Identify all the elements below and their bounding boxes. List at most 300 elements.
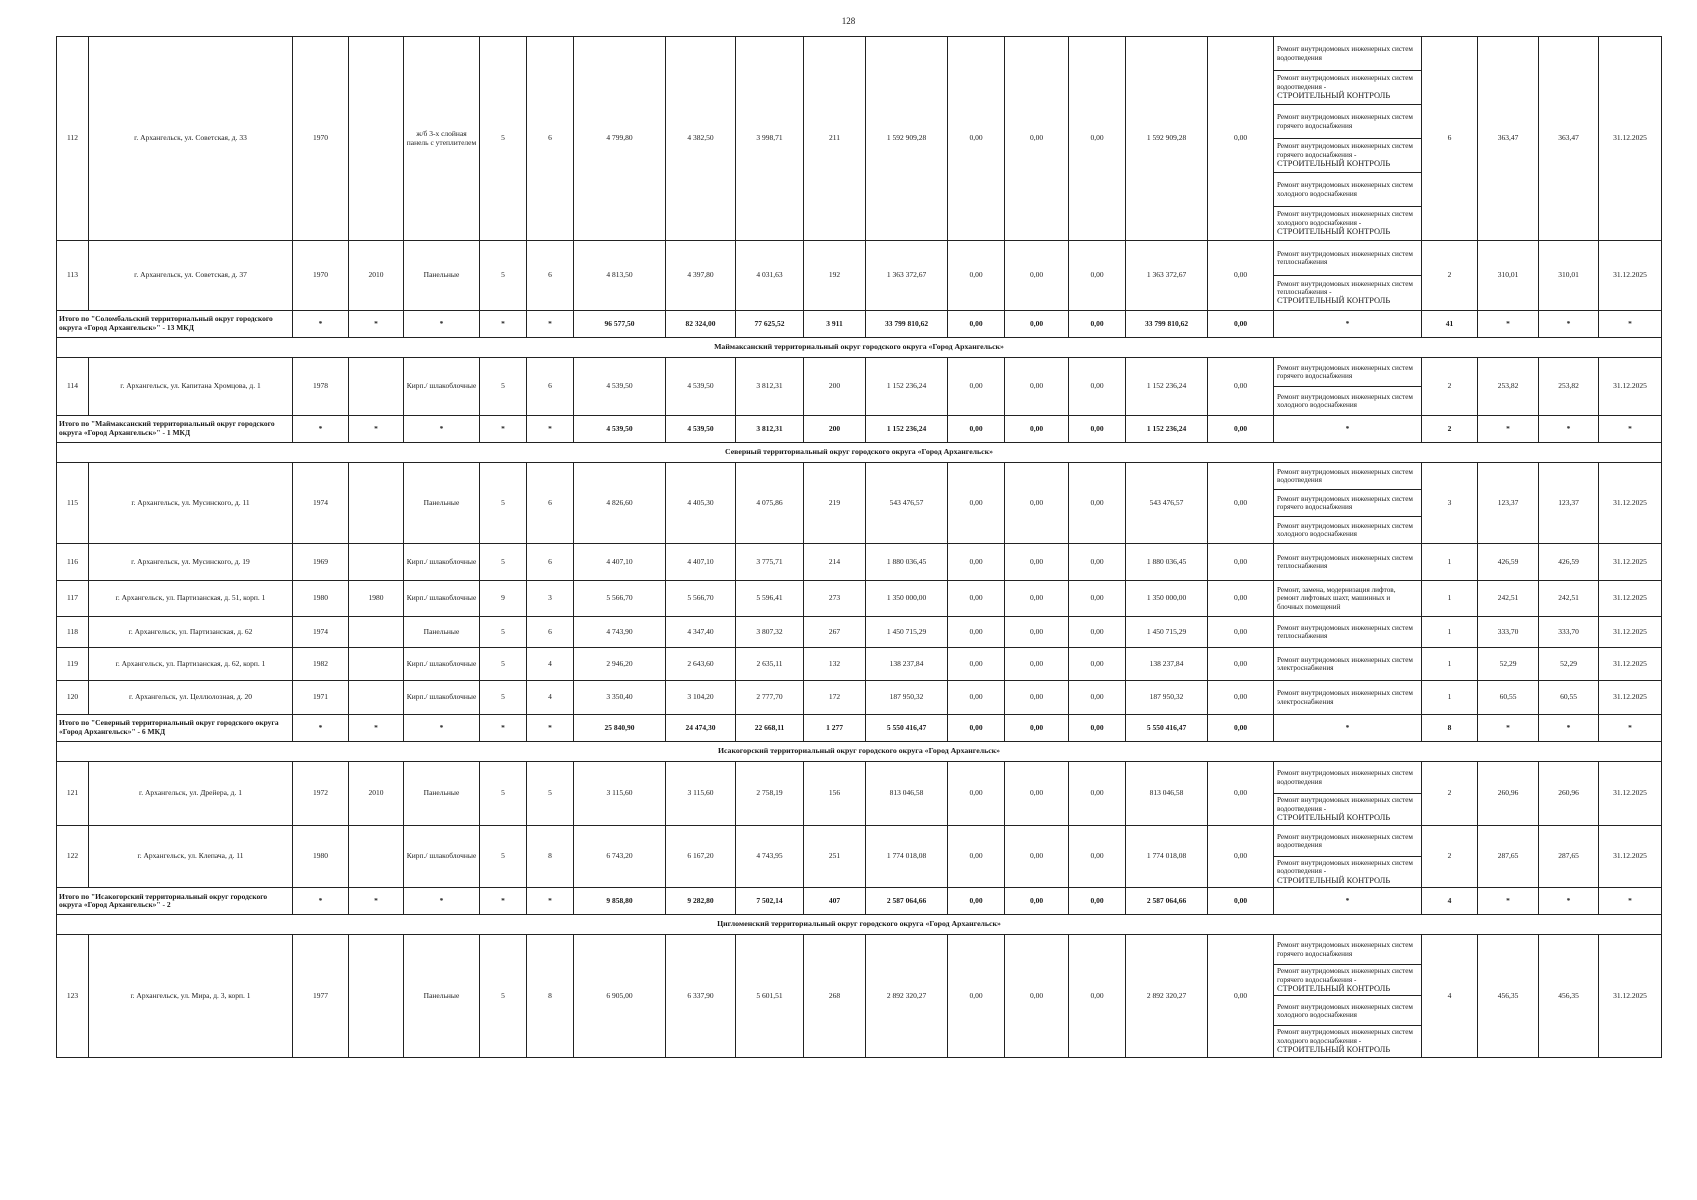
building-area-total: 5 566,70 bbox=[574, 581, 666, 617]
building-entrances: 6 bbox=[527, 544, 574, 581]
repair-work-item bbox=[1274, 648, 1422, 681]
building-owners: 1 774 018,08 bbox=[1126, 826, 1208, 888]
building-area-residential: 3 775,71 bbox=[736, 544, 804, 581]
repair-work-item bbox=[1274, 826, 1422, 857]
repair-work-text: Ремонт внутридомовых инженерных систем горячего водоснабжения bbox=[1277, 113, 1413, 130]
building-fund: 0,00 bbox=[948, 826, 1005, 888]
building-entrances: 6 bbox=[527, 241, 574, 311]
total-label: Итого по "Исакогорский территориальный округ городского округа «Город Архангельск»" - 2 bbox=[57, 888, 293, 915]
building-unit-cost: 310,01 bbox=[1478, 241, 1539, 311]
building-area-total: 6 743,20 bbox=[574, 826, 666, 888]
total-cost-total: 2 587 064,66 bbox=[866, 888, 948, 915]
building-floors: 5 bbox=[480, 463, 527, 544]
building-floors: 5 bbox=[480, 762, 527, 826]
building-area-total: 6 905,00 bbox=[574, 935, 666, 1057]
building-max-cost: 123,37 bbox=[1539, 463, 1599, 544]
district-total-row bbox=[57, 715, 1662, 742]
repair-work-item bbox=[1274, 71, 1422, 105]
building-unit-cost: 242,51 bbox=[1478, 581, 1539, 617]
building-year-built: 1970 bbox=[293, 241, 349, 311]
building-wall: ж/б 3-х слойная панель с утеплителем bbox=[404, 37, 480, 241]
building-row bbox=[57, 241, 1662, 276]
building-max-cost: 333,70 bbox=[1539, 617, 1599, 648]
building-residents: 200 bbox=[804, 358, 866, 416]
total-area-total: 25 840,90 bbox=[574, 715, 666, 742]
building-area-residential: 3 812,31 bbox=[736, 358, 804, 416]
building-residents: 172 bbox=[804, 681, 866, 715]
building-area-living: 5 566,70 bbox=[666, 581, 736, 617]
building-regional: 0,00 bbox=[1005, 762, 1069, 826]
total-placeholder-star: * bbox=[1599, 888, 1662, 915]
building-row bbox=[57, 617, 1662, 648]
building-regional: 0,00 bbox=[1005, 358, 1069, 416]
building-year-renov bbox=[349, 37, 404, 241]
total-placeholder-star: * bbox=[404, 416, 480, 443]
district-section-row bbox=[57, 742, 1662, 762]
total-placeholder-star: * bbox=[1274, 311, 1422, 338]
building-address: г. Архангельск, ул. Партизанская, д. 62, корп. 1 bbox=[89, 648, 293, 681]
total-area-total: 9 858,80 bbox=[574, 888, 666, 915]
building-municipal: 0,00 bbox=[1069, 37, 1126, 241]
building-owners: 2 892 320,27 bbox=[1126, 935, 1208, 1057]
total-placeholder-star: * bbox=[293, 416, 349, 443]
total-municipal: 0,00 bbox=[1069, 888, 1126, 915]
total-other: 0,00 bbox=[1208, 416, 1274, 443]
building-num: 113 bbox=[57, 241, 89, 311]
building-year-built: 1970 bbox=[293, 37, 349, 241]
building-row bbox=[57, 935, 1662, 965]
repair-work-item bbox=[1274, 358, 1422, 387]
repair-work-item bbox=[1274, 387, 1422, 416]
total-placeholder-star: * bbox=[1539, 311, 1599, 338]
repair-work-text: Ремонт внутридомовых инженерных систем теплоснабжения bbox=[1277, 553, 1413, 570]
total-municipal: 0,00 bbox=[1069, 416, 1126, 443]
total-works-count: 41 bbox=[1422, 311, 1478, 338]
total-placeholder-star: * bbox=[480, 311, 527, 338]
building-unit-cost: 123,37 bbox=[1478, 463, 1539, 544]
building-area-total: 4 826,60 bbox=[574, 463, 666, 544]
building-year-renov: 1980 bbox=[349, 581, 404, 617]
building-owners: 1 880 036,45 bbox=[1126, 544, 1208, 581]
total-placeholder-star: * bbox=[349, 416, 404, 443]
construction-control-label: СТРОИТЕЛЬНЫЙ КОНТРОЛЬ bbox=[1277, 812, 1391, 822]
total-placeholder-star: * bbox=[293, 888, 349, 915]
repair-work-text: Ремонт внутридомовых инженерных систем горячего водоснабжения - bbox=[1277, 967, 1413, 984]
building-area-total: 3 115,60 bbox=[574, 762, 666, 826]
building-works-count: 1 bbox=[1422, 544, 1478, 581]
building-num: 121 bbox=[57, 762, 89, 826]
building-num: 118 bbox=[57, 617, 89, 648]
building-address: г. Архангельск, ул. Мусинского, д. 19 bbox=[89, 544, 293, 581]
total-fund: 0,00 bbox=[948, 888, 1005, 915]
building-entrances: 4 bbox=[527, 648, 574, 681]
building-unit-cost: 253,82 bbox=[1478, 358, 1539, 416]
building-max-cost: 426,59 bbox=[1539, 544, 1599, 581]
building-wall: Панельные bbox=[404, 762, 480, 826]
building-unit-cost: 426,59 bbox=[1478, 544, 1539, 581]
building-num: 120 bbox=[57, 681, 89, 715]
building-other: 0,00 bbox=[1208, 935, 1274, 1057]
total-label: Итого по "Маймаксанский территориальный округ городского округа «Город Архангельск»" - 1 МКД bbox=[57, 416, 293, 443]
building-municipal: 0,00 bbox=[1069, 581, 1126, 617]
building-address: г. Архангельск, ул. Советская, д. 37 bbox=[89, 241, 293, 311]
building-fund: 0,00 bbox=[948, 241, 1005, 311]
repair-work-text: Ремонт внутридомовых инженерных систем горячего водоснабжения - bbox=[1277, 142, 1413, 159]
building-municipal: 0,00 bbox=[1069, 762, 1126, 826]
repair-work-item bbox=[1274, 681, 1422, 715]
repair-work-item bbox=[1274, 617, 1422, 648]
building-num: 116 bbox=[57, 544, 89, 581]
building-cost-total: 813 046,58 bbox=[866, 762, 948, 826]
building-municipal: 0,00 bbox=[1069, 826, 1126, 888]
building-area-total: 4 813,50 bbox=[574, 241, 666, 311]
building-residents: 132 bbox=[804, 648, 866, 681]
building-year-renov: 2010 bbox=[349, 241, 404, 311]
repair-work-text: Ремонт внутридомовых инженерных систем водоотведения bbox=[1277, 45, 1413, 62]
building-area-total: 4 539,50 bbox=[574, 358, 666, 416]
total-placeholder-star: * bbox=[480, 715, 527, 742]
total-fund: 0,00 bbox=[948, 416, 1005, 443]
building-other: 0,00 bbox=[1208, 544, 1274, 581]
total-placeholder-star: * bbox=[349, 311, 404, 338]
total-owners: 1 152 236,24 bbox=[1126, 416, 1208, 443]
building-cost-total: 138 237,84 bbox=[866, 648, 948, 681]
construction-control-label: СТРОИТЕЛЬНЫЙ КОНТРОЛЬ bbox=[1277, 296, 1391, 306]
building-area-total: 4 743,90 bbox=[574, 617, 666, 648]
building-year-built: 1980 bbox=[293, 826, 349, 888]
total-municipal: 0,00 bbox=[1069, 715, 1126, 742]
building-year-renov bbox=[349, 681, 404, 715]
building-entrances: 6 bbox=[527, 358, 574, 416]
repair-work-text: Ремонт внутридомовых инженерных систем теплоснабжения - bbox=[1277, 279, 1413, 297]
building-wall: Панельные bbox=[404, 935, 480, 1057]
total-placeholder-star: * bbox=[480, 888, 527, 915]
building-wall: Кирп./ шлакоблочные bbox=[404, 358, 480, 416]
building-regional: 0,00 bbox=[1005, 826, 1069, 888]
building-deadline: 31.12.2025 bbox=[1599, 681, 1662, 715]
building-year-built: 1971 bbox=[293, 681, 349, 715]
building-area-residential: 3 807,32 bbox=[736, 617, 804, 648]
district-section-row bbox=[57, 443, 1662, 463]
building-year-renov bbox=[349, 463, 404, 544]
total-cost-total: 33 799 810,62 bbox=[866, 311, 948, 338]
building-works-count: 1 bbox=[1422, 681, 1478, 715]
building-cost-total: 1 350 000,00 bbox=[866, 581, 948, 617]
building-regional: 0,00 bbox=[1005, 37, 1069, 241]
building-address: г. Архангельск, ул. Советская, д. 33 bbox=[89, 37, 293, 241]
building-regional: 0,00 bbox=[1005, 935, 1069, 1057]
building-works-count: 4 bbox=[1422, 935, 1478, 1057]
total-placeholder-star: * bbox=[1478, 715, 1539, 742]
total-placeholder-star: * bbox=[293, 311, 349, 338]
repair-work-text: Ремонт внутридомовых инженерных систем холодного водоснабжения bbox=[1277, 392, 1413, 409]
building-regional: 0,00 bbox=[1005, 648, 1069, 681]
total-placeholder-star: * bbox=[1274, 715, 1422, 742]
building-owners: 1 350 000,00 bbox=[1126, 581, 1208, 617]
building-owners: 187 950,32 bbox=[1126, 681, 1208, 715]
building-other: 0,00 bbox=[1208, 762, 1274, 826]
building-wall: Кирп./ шлакоблочные bbox=[404, 826, 480, 888]
building-regional: 0,00 bbox=[1005, 463, 1069, 544]
total-fund: 0,00 bbox=[948, 715, 1005, 742]
building-max-cost: 363,47 bbox=[1539, 37, 1599, 241]
building-works-count: 2 bbox=[1422, 826, 1478, 888]
total-fund: 0,00 bbox=[948, 311, 1005, 338]
building-address: г. Архангельск, ул. Мира, д. 3, корп. 1 bbox=[89, 935, 293, 1057]
building-residents: 267 bbox=[804, 617, 866, 648]
building-address: г. Архангельск, ул. Партизанская, д. 62 bbox=[89, 617, 293, 648]
repair-work-text: Ремонт внутридомовых инженерных систем холодного водоснабжения bbox=[1277, 521, 1413, 538]
building-year-renov bbox=[349, 648, 404, 681]
total-owners: 2 587 064,66 bbox=[1126, 888, 1208, 915]
building-residents: 214 bbox=[804, 544, 866, 581]
building-fund: 0,00 bbox=[948, 617, 1005, 648]
repair-work-text: Ремонт внутридомовых инженерных систем водоотведения - bbox=[1277, 74, 1413, 91]
total-cost-total: 5 550 416,47 bbox=[866, 715, 948, 742]
total-area-residential: 7 502,14 bbox=[736, 888, 804, 915]
total-placeholder-star: * bbox=[404, 888, 480, 915]
total-owners: 5 550 416,47 bbox=[1126, 715, 1208, 742]
total-area-living: 9 282,80 bbox=[666, 888, 736, 915]
building-row bbox=[57, 581, 1662, 617]
building-fund: 0,00 bbox=[948, 463, 1005, 544]
repair-work-text: Ремонт внутридомовых инженерных систем горячего водоснабжения bbox=[1277, 494, 1413, 511]
building-owners: 813 046,58 bbox=[1126, 762, 1208, 826]
total-regional: 0,00 bbox=[1005, 416, 1069, 443]
building-deadline: 31.12.2025 bbox=[1599, 648, 1662, 681]
repair-work-item bbox=[1274, 794, 1422, 826]
building-area-living: 4 347,40 bbox=[666, 617, 736, 648]
total-placeholder-star: * bbox=[1599, 311, 1662, 338]
repair-work-item bbox=[1274, 105, 1422, 139]
table-body bbox=[57, 37, 1662, 1058]
total-residents: 200 bbox=[804, 416, 866, 443]
total-works-count: 4 bbox=[1422, 888, 1478, 915]
total-residents: 407 bbox=[804, 888, 866, 915]
building-cost-total: 1 880 036,45 bbox=[866, 544, 948, 581]
building-area-living: 3 104,20 bbox=[666, 681, 736, 715]
building-year-built: 1977 bbox=[293, 935, 349, 1057]
repair-work-item bbox=[1274, 935, 1422, 965]
building-entrances: 5 bbox=[527, 762, 574, 826]
building-residents: 273 bbox=[804, 581, 866, 617]
building-row bbox=[57, 762, 1662, 794]
total-placeholder-star: * bbox=[1478, 416, 1539, 443]
building-wall: Панельные bbox=[404, 463, 480, 544]
building-area-living: 6 167,20 bbox=[666, 826, 736, 888]
total-placeholder-star: * bbox=[527, 416, 574, 443]
repair-work-item bbox=[1274, 173, 1422, 207]
building-floors: 5 bbox=[480, 37, 527, 241]
total-owners: 33 799 810,62 bbox=[1126, 311, 1208, 338]
building-area-total: 4 407,10 bbox=[574, 544, 666, 581]
building-other: 0,00 bbox=[1208, 681, 1274, 715]
building-unit-cost: 363,47 bbox=[1478, 37, 1539, 241]
building-max-cost: 60,55 bbox=[1539, 681, 1599, 715]
repair-work-text: Ремонт внутридомовых инженерных систем электроснабжения bbox=[1277, 689, 1413, 706]
building-residents: 268 bbox=[804, 935, 866, 1057]
building-cost-total: 1 363 372,67 bbox=[866, 241, 948, 311]
district-total-row bbox=[57, 416, 1662, 443]
building-deadline: 31.12.2025 bbox=[1599, 37, 1662, 241]
building-year-built: 1969 bbox=[293, 544, 349, 581]
building-area-living: 4 539,50 bbox=[666, 358, 736, 416]
building-year-built: 1978 bbox=[293, 358, 349, 416]
repair-work-text: Ремонт внутридомовых инженерных систем теплоснабжения bbox=[1277, 623, 1413, 640]
district-section-row bbox=[57, 915, 1662, 935]
building-fund: 0,00 bbox=[948, 762, 1005, 826]
building-wall: Кирп./ шлакоблочные bbox=[404, 648, 480, 681]
building-other: 0,00 bbox=[1208, 37, 1274, 241]
building-fund: 0,00 bbox=[948, 935, 1005, 1057]
district-section-title: Исакогорский территориальный округ городского округа «Город Архангельск» bbox=[57, 742, 1662, 762]
building-year-renov bbox=[349, 358, 404, 416]
building-other: 0,00 bbox=[1208, 826, 1274, 888]
building-fund: 0,00 bbox=[948, 681, 1005, 715]
building-year-renov: 2010 bbox=[349, 762, 404, 826]
total-placeholder-star: * bbox=[404, 311, 480, 338]
building-address: г. Архангельск, ул. Дрейера, д. 1 bbox=[89, 762, 293, 826]
total-area-residential: 3 812,31 bbox=[736, 416, 804, 443]
total-other: 0,00 bbox=[1208, 888, 1274, 915]
construction-control-label: СТРОИТЕЛЬНЫЙ КОНТРОЛЬ bbox=[1277, 90, 1391, 100]
repair-work-item bbox=[1274, 241, 1422, 276]
total-works-count: 2 bbox=[1422, 416, 1478, 443]
building-max-cost: 287,65 bbox=[1539, 826, 1599, 888]
total-regional: 0,00 bbox=[1005, 311, 1069, 338]
building-entrances: 6 bbox=[527, 617, 574, 648]
building-residents: 156 bbox=[804, 762, 866, 826]
building-deadline: 31.12.2025 bbox=[1599, 544, 1662, 581]
building-num: 114 bbox=[57, 358, 89, 416]
repair-work-item bbox=[1274, 857, 1422, 888]
repair-work-item bbox=[1274, 276, 1422, 311]
total-area-total: 96 577,50 bbox=[574, 311, 666, 338]
total-placeholder-star: * bbox=[480, 416, 527, 443]
building-unit-cost: 60,55 bbox=[1478, 681, 1539, 715]
building-other: 0,00 bbox=[1208, 581, 1274, 617]
total-other: 0,00 bbox=[1208, 715, 1274, 742]
building-address: г. Архангельск, ул. Партизанская, д. 51, корп. 1 bbox=[89, 581, 293, 617]
building-deadline: 31.12.2025 bbox=[1599, 463, 1662, 544]
construction-control-label: СТРОИТЕЛЬНЫЙ КОНТРОЛЬ bbox=[1277, 226, 1391, 236]
total-area-residential: 77 625,52 bbox=[736, 311, 804, 338]
total-area-living: 82 324,00 bbox=[666, 311, 736, 338]
building-deadline: 31.12.2025 bbox=[1599, 617, 1662, 648]
building-area-living: 4 407,10 bbox=[666, 544, 736, 581]
repair-work-item bbox=[1274, 139, 1422, 173]
building-area-living: 4 382,50 bbox=[666, 37, 736, 241]
building-municipal: 0,00 bbox=[1069, 681, 1126, 715]
building-year-renov bbox=[349, 617, 404, 648]
building-other: 0,00 bbox=[1208, 648, 1274, 681]
building-num: 123 bbox=[57, 935, 89, 1057]
building-row bbox=[57, 648, 1662, 681]
building-other: 0,00 bbox=[1208, 358, 1274, 416]
repair-work-text: Ремонт внутридомовых инженерных систем электроснабжения bbox=[1277, 655, 1413, 672]
building-floors: 5 bbox=[480, 681, 527, 715]
building-owners: 138 237,84 bbox=[1126, 648, 1208, 681]
building-deadline: 31.12.2025 bbox=[1599, 581, 1662, 617]
building-works-count: 2 bbox=[1422, 762, 1478, 826]
total-placeholder-star: * bbox=[527, 888, 574, 915]
construction-control-label: СТРОИТЕЛЬНЫЙ КОНТРОЛЬ bbox=[1277, 1045, 1391, 1054]
total-placeholder-star: * bbox=[1274, 888, 1422, 915]
building-floors: 5 bbox=[480, 544, 527, 581]
total-placeholder-star: * bbox=[1539, 888, 1599, 915]
building-fund: 0,00 bbox=[948, 648, 1005, 681]
repair-work-text: Ремонт внутридомовых инженерных систем холодного водоснабжения bbox=[1277, 181, 1413, 198]
building-area-living: 2 643,60 bbox=[666, 648, 736, 681]
building-deadline: 31.12.2025 bbox=[1599, 358, 1662, 416]
district-section-title: Северный территориальный округ городского округа «Город Архангельск» bbox=[57, 443, 1662, 463]
total-placeholder-star: * bbox=[527, 311, 574, 338]
building-floors: 9 bbox=[480, 581, 527, 617]
total-regional: 0,00 bbox=[1005, 715, 1069, 742]
building-works-count: 1 bbox=[1422, 648, 1478, 681]
building-owners: 1 592 909,28 bbox=[1126, 37, 1208, 241]
building-deadline: 31.12.2025 bbox=[1599, 935, 1662, 1057]
total-placeholder-star: * bbox=[1599, 416, 1662, 443]
building-area-residential: 4 075,86 bbox=[736, 463, 804, 544]
building-address: г. Архангельск, ул. Капитана Хромцова, д. 1 bbox=[89, 358, 293, 416]
building-cost-total: 543 476,57 bbox=[866, 463, 948, 544]
repair-work-text: Ремонт внутридомовых инженерных систем водоотведения - bbox=[1277, 859, 1413, 876]
building-fund: 0,00 bbox=[948, 581, 1005, 617]
building-area-total: 3 350,40 bbox=[574, 681, 666, 715]
building-municipal: 0,00 bbox=[1069, 241, 1126, 311]
building-wall: Кирп./ шлакоблочные bbox=[404, 544, 480, 581]
total-placeholder-star: * bbox=[1478, 311, 1539, 338]
total-label: Итого по "Северный территориальный округ городского округа «Город Архангельск»" - 6 МКД bbox=[57, 715, 293, 742]
building-fund: 0,00 bbox=[948, 37, 1005, 241]
repair-work-text: Ремонт внутридомовых инженерных систем горячего водоснабжения bbox=[1277, 941, 1413, 958]
building-deadline: 31.12.2025 bbox=[1599, 826, 1662, 888]
building-year-built: 1980 bbox=[293, 581, 349, 617]
building-area-residential: 3 998,71 bbox=[736, 37, 804, 241]
total-placeholder-star: * bbox=[1539, 416, 1599, 443]
building-regional: 0,00 bbox=[1005, 544, 1069, 581]
building-municipal: 0,00 bbox=[1069, 544, 1126, 581]
repair-work-text: Ремонт внутридомовых инженерных систем холодного водоснабжения - bbox=[1277, 210, 1413, 227]
building-area-living: 6 337,90 bbox=[666, 935, 736, 1057]
building-deadline: 31.12.2025 bbox=[1599, 241, 1662, 311]
building-unit-cost: 260,96 bbox=[1478, 762, 1539, 826]
district-total-row bbox=[57, 888, 1662, 915]
building-regional: 0,00 bbox=[1005, 241, 1069, 311]
building-works-count: 1 bbox=[1422, 617, 1478, 648]
building-entrances: 6 bbox=[527, 463, 574, 544]
building-works-count: 6 bbox=[1422, 37, 1478, 241]
building-year-built: 1972 bbox=[293, 762, 349, 826]
construction-control-label: СТРОИТЕЛЬНЫЙ КОНТРОЛЬ bbox=[1277, 158, 1391, 168]
building-regional: 0,00 bbox=[1005, 681, 1069, 715]
total-residents: 3 911 bbox=[804, 311, 866, 338]
total-area-residential: 22 668,11 bbox=[736, 715, 804, 742]
total-placeholder-star: * bbox=[1599, 715, 1662, 742]
building-cost-total: 1 592 909,28 bbox=[866, 37, 948, 241]
repair-work-text: Ремонт внутридомовых инженерных систем водоотведения bbox=[1277, 769, 1413, 786]
total-placeholder-star: * bbox=[293, 715, 349, 742]
repair-work-item bbox=[1274, 965, 1422, 996]
repair-work-text: Ремонт внутридомовых инженерных систем холодного водоснабжения - bbox=[1277, 1028, 1413, 1045]
total-placeholder-star: * bbox=[404, 715, 480, 742]
building-address: г. Архангельск, ул. Клепача, д. 11 bbox=[89, 826, 293, 888]
repair-work-text: Ремонт внутридомовых инженерных систем горячего водоснабжения bbox=[1277, 363, 1413, 380]
building-floors: 5 bbox=[480, 241, 527, 311]
building-max-cost: 260,96 bbox=[1539, 762, 1599, 826]
repair-work-text: Ремонт внутридомовых инженерных систем водоотведения bbox=[1277, 467, 1413, 484]
